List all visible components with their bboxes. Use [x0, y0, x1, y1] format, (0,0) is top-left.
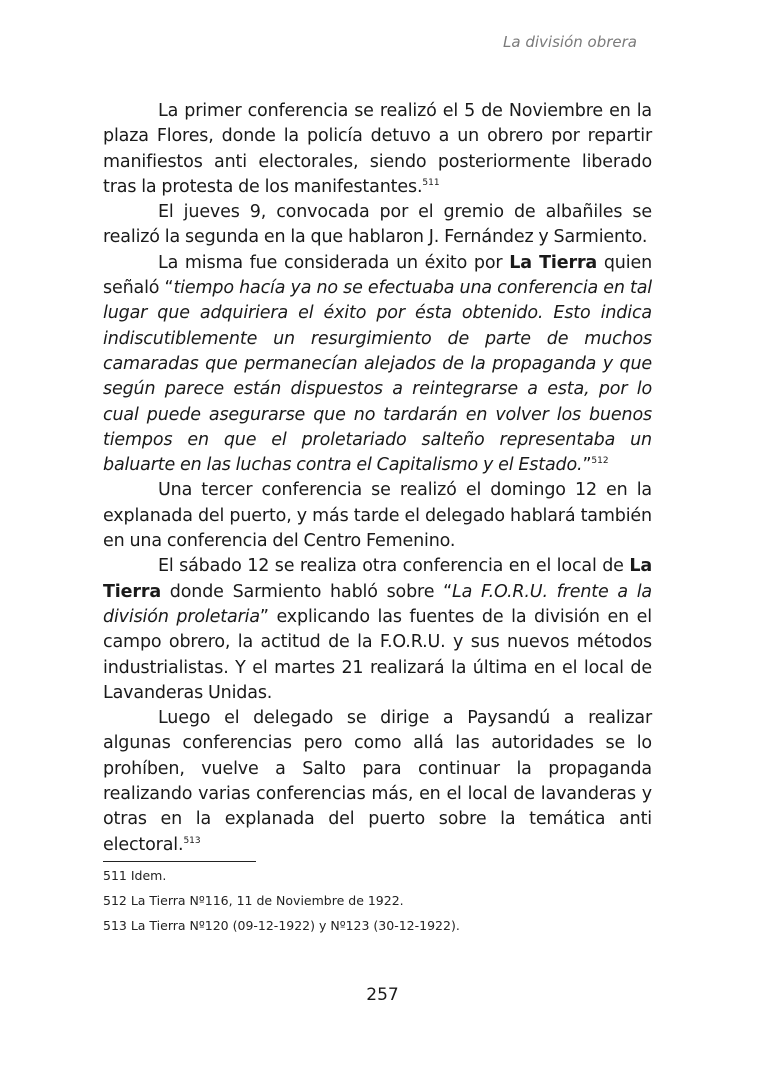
footnote-ref-511[interactable]: 511 — [422, 177, 440, 188]
running-header: La división obrera — [503, 33, 637, 51]
main-text — [103, 99, 652, 858]
paragraph-text: Luego el delegado se dirige a Paysandú a realizar algunas conferencias pero como allá las autoridades se lo prohíben, vuelve a Salto para continuar la propaganda realizando varias conferencias más, en el local de lavanderas y otras en la explanada del puerto sobre la temática anti electoral. — [103, 708, 652, 855]
paragraph-text: La primer conferencia se realizó el 5 de Noviembre en la plaza Flores, donde la policía detuvo a un obrero por repartir manifiestos anti electorales, siendo posteriormente liberado tras la protesta de los manifestantes. — [103, 101, 652, 197]
paragraph-3 — [103, 251, 652, 479]
paragraph-5 — [103, 554, 652, 706]
footnote-separator — [103, 861, 256, 862]
paragraph-1 — [103, 99, 652, 200]
paragraph-4 — [103, 478, 652, 554]
lecture-title: La F.O.R.U. frente a la división proletaria — [103, 581, 653, 627]
paragraph-text: La misma fue considerada un éxito por — [158, 252, 510, 273]
quotation: tiempo hacía ya no se efectuaba una conferencia en tal lugar que adquiriera el éxito por ésta obtenido. Esto indica indiscutiblemente un resurgimiento de parte de muchos camaradas que permanecían alejados de la propaganda y que según parece están dispuestos a reintegrarse a esta, por lo cual puede asegurarse que no tardarán en volver los buenos tiempos en que el proletariado salteño representaba un baluarte en las luchas contra el Capitalismo y el Estado. — [103, 278, 652, 476]
footnote-512: 512 La Tierra Nº116, 11 de Noviembre de 1922. — [103, 893, 404, 908]
page-number: 257 — [366, 985, 399, 1005]
footnote-511: 511 Idem. — [103, 868, 167, 883]
paragraph-text: quien señaló “ — [103, 252, 653, 299]
closing-quote: ” — [582, 455, 592, 476]
newspaper-name: La Tierra — [509, 252, 598, 273]
newspaper-name: La Tierra — [103, 556, 652, 602]
paragraph-2 — [103, 200, 652, 251]
footnote-ref-513[interactable]: 513 — [183, 835, 201, 846]
paragraph-text: ” explicando las fuentes de la división en el campo obrero, la actitud de la F.O.R.U. y sus nuevos métodos industrialistas. Y el martes 21 realizará la última en el local de Lavanderas Unidas. — [103, 606, 652, 703]
footnote-ref-512[interactable]: 512 — [591, 456, 609, 467]
paragraph-text: El jueves 9, convocada por el gremio de albañiles se realizó la segunda en la que hablaron J. Fernández y Sarmiento. — [103, 202, 652, 248]
paragraph-text: donde Sarmiento habló sobre “ — [160, 581, 453, 602]
paragraph-text: El sábado 12 se realiza otra conferencia en el local de — [158, 556, 630, 577]
paragraph-6 — [103, 706, 652, 858]
paragraph-text: Una tercer conferencia se realizó el domingo 12 en la explanada del puerto, y más tarde el delegado hablará también en una conferencia del Centro Femenino. — [103, 480, 652, 552]
footnote-513: 513 La Tierra Nº120 (09-12-1922) y Nº123 (30-12-1922). — [103, 918, 460, 933]
